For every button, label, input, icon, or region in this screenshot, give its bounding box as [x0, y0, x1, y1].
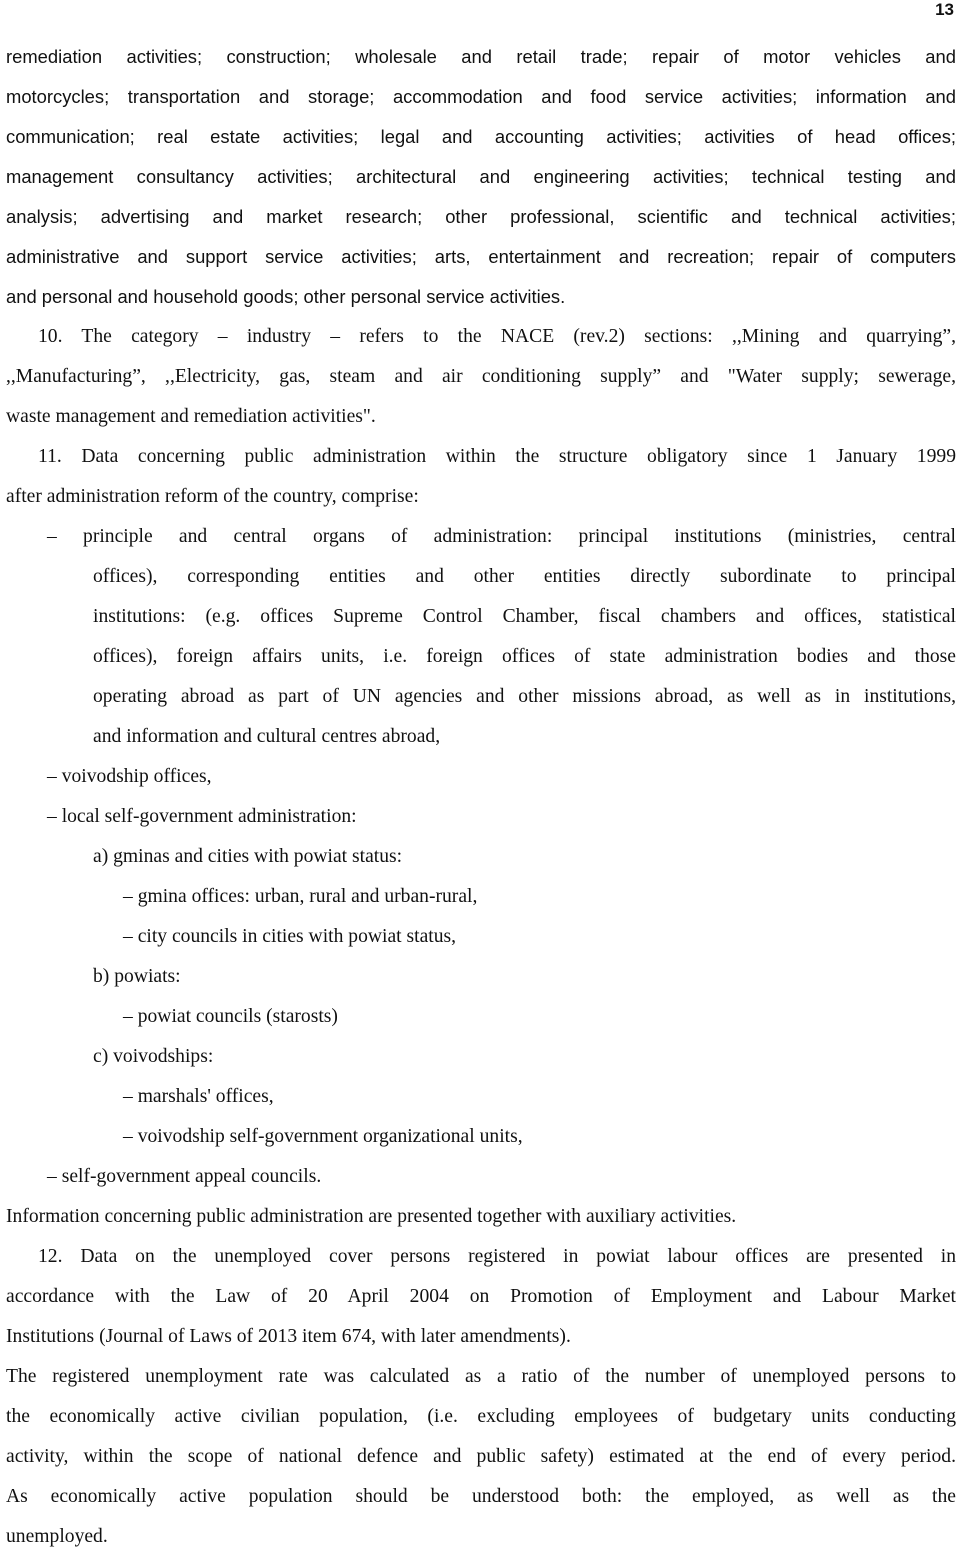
sub-bullet-item: – voivodship self-government organizational units, — [123, 1126, 523, 1147]
text-line: and personal and household goods; other personal service activities. — [6, 286, 566, 307]
bullet-continuation: operating abroad as part of UN agencies and other missions abroad, as well as in institutions, — [93, 686, 956, 707]
bullet-continuation: institutions: (e.g. offices Supreme Control Chamber, fiscal chambers and offices, statistical — [93, 606, 956, 627]
sub-bullet-item: – gmina offices: urban, rural and urban-rural, — [123, 886, 478, 907]
text-line: remediation activities; construction; wholesale and retail trade; repair of motor vehicles and — [6, 46, 956, 67]
bullet-item: – local self-government administration: — [47, 806, 357, 827]
sub-bullet-item: – powiat councils (starosts) — [123, 1006, 338, 1027]
text-line: activity, within the scope of national defence and public safety) estimated at the end of every period. — [6, 1446, 956, 1467]
bullet-continuation: offices), corresponding entities and other entities directly subordinate to principal — [93, 566, 956, 587]
text-line: motorcycles; transportation and storage; accommodation and food service activities; information and — [6, 86, 956, 107]
item-12-line: 12. Data on the unemployed cover persons registered in powiat labour offices are presented in — [38, 1246, 956, 1267]
text-line: waste management and remediation activities". — [6, 406, 376, 427]
item-10-line: 10. The category – industry – refers to the NACE (rev.2) sections: ,,Mining and quarrying”, — [38, 326, 956, 347]
text-line: analysis; advertising and market research; other professional, scientific and technical activities; — [6, 206, 956, 227]
text-line: Information concerning public administration are presented together with auxiliary activities. — [6, 1206, 737, 1227]
text-line: accordance with the Law of 20 April 2004 on Promotion of Employment and Labour Market — [6, 1286, 956, 1307]
sublist-heading: b) powiats: — [93, 966, 181, 987]
sublist-heading: a) gminas and cities with powiat status: — [93, 846, 403, 867]
text-line: the economically active civilian population, (i.e. excluding employees of budgetary units conducting — [6, 1406, 956, 1427]
text-line: Institutions (Journal of Laws of 2013 item 674, with later amendments). — [6, 1326, 571, 1347]
sublist-heading: c) voivodships: — [93, 1046, 214, 1067]
text-line: management consultancy activities; architectural and engineering activities; technical testing and — [6, 166, 956, 187]
text-line: communication; real estate activities; legal and accounting activities; activities of head offices; — [6, 126, 956, 147]
bullet-item: – principle and central organs of administration: principal institutions (ministries, central — [47, 526, 956, 547]
page-number: 13 — [935, 0, 954, 19]
document-body — [6, 37, 956, 1557]
sub-bullet-item: – marshals' offices, — [123, 1086, 274, 1107]
text-line: after administration reform of the country, comprise: — [6, 486, 419, 507]
text-line: unemployed. — [6, 1526, 108, 1547]
bullet-item: – self-government appeal councils. — [47, 1166, 322, 1187]
bullet-continuation: offices), foreign affairs units, i.e. foreign offices of state administration bodies and those — [93, 646, 956, 667]
item-11-line: 11. Data concerning public administration within the structure obligatory since 1 January 1999 — [38, 446, 956, 467]
bullet-continuation: and information and cultural centres abroad, — [93, 726, 441, 747]
text-line: The registered unemployment rate was calculated as a ratio of the number of unemployed persons to — [6, 1366, 956, 1387]
sub-bullet-item: – city councils in cities with powiat status, — [123, 926, 457, 947]
bullet-item: – voivodship offices, — [47, 766, 212, 787]
text-line: administrative and support service activities; arts, entertainment and recreation; repair of computers — [6, 246, 956, 267]
text-line: As economically active population should be understood both: the employed, as well as the — [6, 1486, 956, 1507]
text-line: ,,Manufacturing”, ,,Electricity, gas, steam and air conditioning supply” and "Water supply; sewerage, — [6, 366, 956, 387]
